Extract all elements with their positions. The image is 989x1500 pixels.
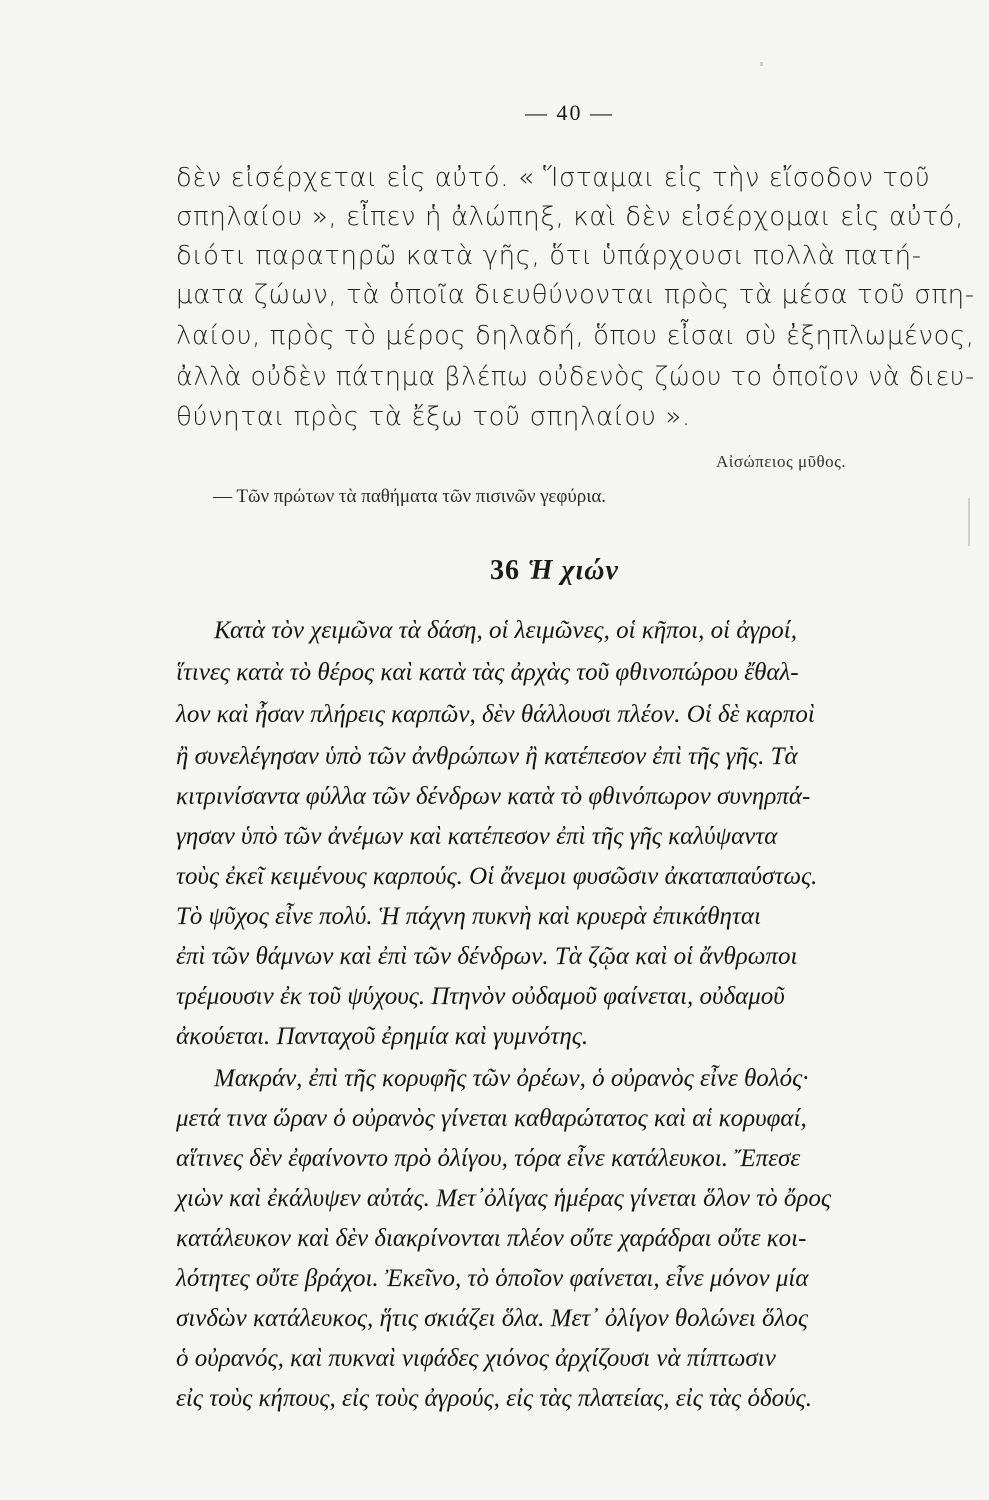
fable-line: σπηλαίου », εἶπεν ἡ ἀλώπηξ, καὶ δὲν εἰσέρχομαι εἰς αὐτό,: [176, 202, 964, 232]
paper-edge-mark: [968, 498, 970, 546]
text-line: τοὺς ἐκεῖ κειμένους καρπούς. Οἱ ἄνεμοι φυσῶσιν ἀκαταπαύστως.: [176, 863, 818, 890]
text-line: ἐπὶ τῶν θάμνων καὶ ἐπὶ τῶν δένδρων. Τὰ ζῷα καὶ οἱ ἄνθρωποι: [176, 943, 798, 970]
text-line: σινδὼν κατάλευκος, ἥτις σκιάζει ὅλα. Μετ᾽ ὀλίγον θολώνει ὅλος: [176, 1305, 809, 1332]
text-line: λότητες οὔτε βράχοι. Ἐκεῖνο, τὸ ὁποῖον φαίνεται, εἶνε μόνον μία: [176, 1265, 809, 1292]
text-line: λον καὶ ἦσαν πλήρεις καρπῶν, δὲν θάλλουσι πλέον. Οἱ δὲ καρποὶ: [176, 701, 815, 728]
fable-line: ματα ζώων, τὰ ὁποῖα διευθύνονται πρὸς τὰ μέσα τοῦ σπη-: [176, 280, 975, 310]
text-line: εἰς τοὺς κήπους, εἰς τοὺς ἀγρούς, εἰς τὰς πλατείας, εἰς τὰς ὁδούς.: [176, 1385, 812, 1412]
fable-line: λαίου, πρὸς τὸ μέρος δηλαδή, ὅπου εἶσαι σὺ ἐξηπλωμένος,: [176, 321, 975, 351]
text-line: ἢ συνελέγησαν ὑπὸ τῶν ἀνθρώπων ἢ κατέπεσον ἐπὶ τῆς γῆς. Τὰ: [176, 743, 798, 770]
fable-line: ἀλλὰ οὐδὲν πάτημα βλέπω οὐδενὸς ζώου το ὁποῖον νὰ διευ-: [176, 362, 975, 392]
text-line: γησαν ὑπὸ τῶν ἀνέμων καὶ κατέπεσον ἐπὶ τῆς γῆς καλύψαντα: [176, 823, 778, 850]
text-line: κιτρινίσαντα φύλλα τῶν δένδρων κατὰ τὸ φθινόπωρον συνηρπά-: [176, 783, 811, 810]
text-line: ὁ οὐρανός, καὶ πυκναὶ νιφάδες χιόνος ἀρχίζουσι νὰ πίπτωσιν: [176, 1345, 776, 1372]
proverb: — Τῶν πρώτων τὰ παθήματα τῶν πισινῶν γεφύρια.: [213, 486, 607, 507]
fable-line: δὲν εἰσέρχεται εἰς αὐτό. « Ἵσταμαι εἰς τὴν εἴσοδον τοῦ: [176, 163, 931, 193]
fable-attribution: Αἰσώπειος μῦθος.: [716, 452, 847, 471]
text-line: μετά τινα ὥραν ὁ οὐρανὸς γίνεται καθαρώτατος καὶ αἱ κορυφαί,: [176, 1105, 807, 1132]
text-line: ἀκούεται. Πανταχοῦ ἐρημία καὶ γυμνότης.: [176, 1023, 589, 1050]
page-number: — 40 —: [525, 100, 614, 125]
section-heading: [490, 555, 619, 587]
text-line: Τὸ ψῦχος εἶνε πολύ. Ἡ πάχνη πυκνὴ καὶ κρυερὰ ἐπικάθηται: [176, 903, 761, 930]
fable-line: θύνηται πρὸς τὰ ἔξω τοῦ σπηλαίου ».: [176, 402, 691, 432]
text-line: κατάλευκον καὶ δὲν διακρίνονται πλέον οὔτε χαράδραι οὔτε κοι-: [176, 1225, 807, 1252]
text-line: ἵτινες κατὰ τὸ θέρος καὶ κατὰ τὰς ἀρχὰς τοῦ φθινοπώρου ἔθαλ-: [176, 659, 799, 686]
text-line: Κατὰ τὸν χειμῶνα τὰ δάση, οἱ λειμῶνες, οἱ κῆποι, οἱ ἀγροί,: [214, 617, 797, 644]
text-line: χιὼν καὶ ἐκάλυψεν αὐτάς. Μετ᾽ὀλίγας ἡμέρας γίνεται ὅλον τὸ ὄρος: [176, 1185, 832, 1212]
text-line: τρέμουσιν ἐκ τοῦ ψύχους. Πτηνὸν οὐδαμοῦ φαίνεται, οὐδαμοῦ: [176, 983, 785, 1010]
fable-line: διότι παρατηρῶ κατὰ γῆς, ὅτι ὑπάρχουσι πολλὰ πατή-: [176, 241, 922, 271]
section-number: 36: [490, 555, 520, 586]
section-title: Ἡ χιών: [528, 555, 619, 586]
text-line: αἵτινες δὲν ἐφαίνοντο πρὸ ὀλίγου, τόρα εἶνε κατάλευκοι. Ἔπεσε: [176, 1145, 801, 1172]
text-line: Μακράν, ἐπὶ τῆς κορυφῆς τῶν ὀρέων, ὁ οὐρανὸς εἶνε θολός·: [214, 1065, 809, 1092]
paper-speck: [760, 62, 763, 66]
